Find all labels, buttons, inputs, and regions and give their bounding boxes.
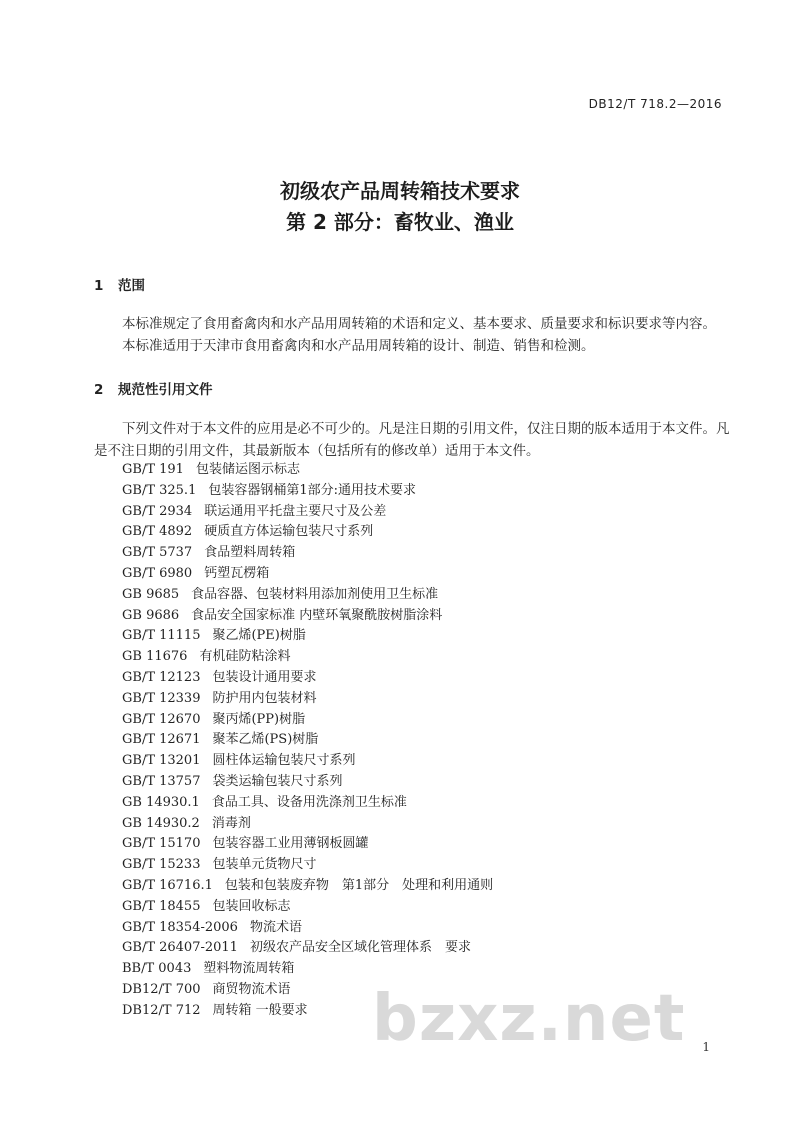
reference-title: 包装容器工业用薄钢板圆罐 — [212, 836, 369, 852]
reference-code: GB 9685 — [122, 586, 180, 602]
document-subtitle: 第 2 部分：畜牧业、渔业 — [286, 210, 514, 234]
section-1-body — [94, 313, 734, 357]
reference-title: 聚苯乙烯(PS)树脂 — [212, 732, 319, 748]
reference-code: GB/T 12123 — [122, 669, 201, 685]
reference-title: 食品工具、设备用洗涤剂卫生标准 — [211, 794, 407, 810]
section-title: 规范性引用文件 — [118, 382, 213, 398]
reference-item — [122, 647, 493, 668]
reference-code: GB/T 15170 — [122, 836, 201, 852]
reference-item — [122, 522, 493, 543]
reference-item — [122, 772, 493, 793]
reference-code: DB12/T 700 — [122, 981, 201, 997]
reference-item — [122, 585, 493, 606]
reference-code: GB/T 13201 — [122, 753, 201, 769]
reference-item — [122, 834, 493, 855]
reference-code: GB/T 16716.1 — [122, 877, 213, 893]
reference-title: 有机硅防粘涂料 — [199, 649, 291, 665]
reference-title: 聚乙烯(PE)树脂 — [212, 628, 306, 644]
reference-item — [122, 814, 493, 835]
reference-code: GB/T 191 — [122, 462, 184, 477]
reference-title: 包装容器钢桶第1部分:通用技术要求 — [208, 482, 416, 498]
reference-title: 周转箱 一般要求 — [212, 1002, 308, 1018]
reference-title: 物流术语 — [249, 919, 302, 935]
reference-code: GB/T 12670 — [122, 711, 201, 727]
section-number: 1 — [94, 278, 104, 294]
reference-code: GB/T 13757 — [122, 773, 201, 789]
reference-code: GB/T 4892 — [122, 524, 193, 540]
reference-item — [122, 502, 493, 523]
reference-code: GB 9686 — [122, 607, 180, 623]
reference-code: GB/T 2934 — [122, 503, 193, 519]
section-2-heading — [94, 378, 213, 398]
reference-title: 商贸物流术语 — [212, 981, 291, 997]
reference-item — [122, 959, 493, 980]
reference-code: GB 11676 — [122, 649, 188, 665]
reference-item — [122, 481, 493, 502]
reference-code: BB/T 0043 — [122, 961, 192, 977]
reference-item — [122, 668, 493, 689]
reference-title: 食品塑料周转箱 — [204, 545, 296, 561]
reference-item — [122, 710, 493, 731]
reference-code: GB/T 5737 — [122, 545, 193, 561]
reference-item — [122, 730, 493, 751]
page-number: 1 — [702, 1040, 710, 1054]
paragraph: 本标准规定了食用畜禽肉和水产品用周转箱的术语和定义、基本要求、质量要求和标识要求等内容。 — [122, 316, 716, 332]
reference-item — [122, 689, 493, 710]
standard-code: DB12/T 718.2—2016 — [588, 97, 722, 111]
section-title: 范围 — [118, 278, 145, 294]
reference-item — [122, 626, 493, 647]
reference-title: 食品安全国家标准 内壁环氧聚酰胺树脂涂料 — [191, 607, 443, 623]
reference-title: 食品容器、包装材料用添加剂使用卫生标准 — [191, 586, 439, 602]
reference-code: GB/T 18354-2006 — [122, 919, 238, 935]
reference-title: 包装回收标志 — [212, 898, 291, 914]
reference-code: GB/T 12671 — [122, 732, 201, 748]
reference-code: GB 14930.2 — [122, 815, 200, 831]
reference-code: GB/T 12339 — [122, 690, 201, 706]
reference-list — [122, 460, 493, 1022]
reference-title: 包装设计通用要求 — [212, 669, 317, 685]
reference-code: GB/T 15233 — [122, 857, 201, 873]
reference-title: 包装储运图示标志 — [195, 462, 300, 477]
reference-code: GB/T 18455 — [122, 898, 201, 914]
reference-item — [122, 751, 493, 772]
reference-title: 袋类运输包装尺寸系列 — [212, 773, 343, 789]
reference-item — [122, 918, 493, 939]
reference-item — [122, 793, 493, 814]
reference-code: GB 14930.1 — [122, 794, 200, 810]
paragraph: 本标准适用于天津市食用畜禽肉和水产品用周转箱的设计、制造、销售和检测。 — [122, 338, 595, 354]
reference-item — [122, 606, 493, 627]
reference-title: 包装和包装废弃物 第1部分 处理和利用通则 — [224, 877, 494, 893]
reference-code: GB/T 26407-2011 — [122, 940, 238, 956]
reference-item — [122, 564, 493, 585]
reference-title: 包装单元货物尺寸 — [212, 857, 317, 873]
reference-code: GB/T 6980 — [122, 565, 193, 581]
reference-title: 联运通用平托盘主要尺寸及公差 — [204, 503, 387, 519]
reference-code: GB/T 325.1 — [122, 482, 197, 498]
reference-code: DB12/T 712 — [122, 1002, 201, 1018]
reference-item — [122, 543, 493, 564]
reference-title: 聚丙烯(PP)树脂 — [212, 711, 306, 727]
section-1-heading — [94, 274, 145, 294]
reference-item — [122, 938, 493, 959]
reference-code: GB/T 11115 — [122, 628, 201, 644]
document-title: 初级农产品周转箱技术要求 — [280, 179, 520, 203]
reference-item — [122, 460, 493, 481]
reference-title: 圆柱体运输包装尺寸系列 — [212, 753, 356, 769]
reference-title: 消毒剂 — [211, 815, 251, 831]
reference-title: 防护用内包装材料 — [212, 690, 317, 706]
reference-item — [122, 876, 493, 897]
section-2-intro — [94, 418, 734, 462]
reference-title: 初级农产品安全区域化管理体系 要求 — [249, 940, 471, 956]
reference-title: 塑料物流周转箱 — [203, 961, 295, 977]
paragraph: 下列文件对于本文件的应用是必不可少的。凡是注日期的引用文件，仅注日期的版本适用于本文件。凡是不注日期的引用文件，其最新版本（包括所有的修改单）适用于本文件。 — [94, 421, 730, 459]
reference-title: 钙塑瓦楞箱 — [204, 565, 270, 581]
section-number: 2 — [94, 382, 104, 398]
reference-title: 硬质直方体运输包装尺寸系列 — [204, 524, 374, 540]
reference-item — [122, 855, 493, 876]
watermark: bzxz.net — [372, 982, 686, 1056]
reference-item — [122, 897, 493, 918]
